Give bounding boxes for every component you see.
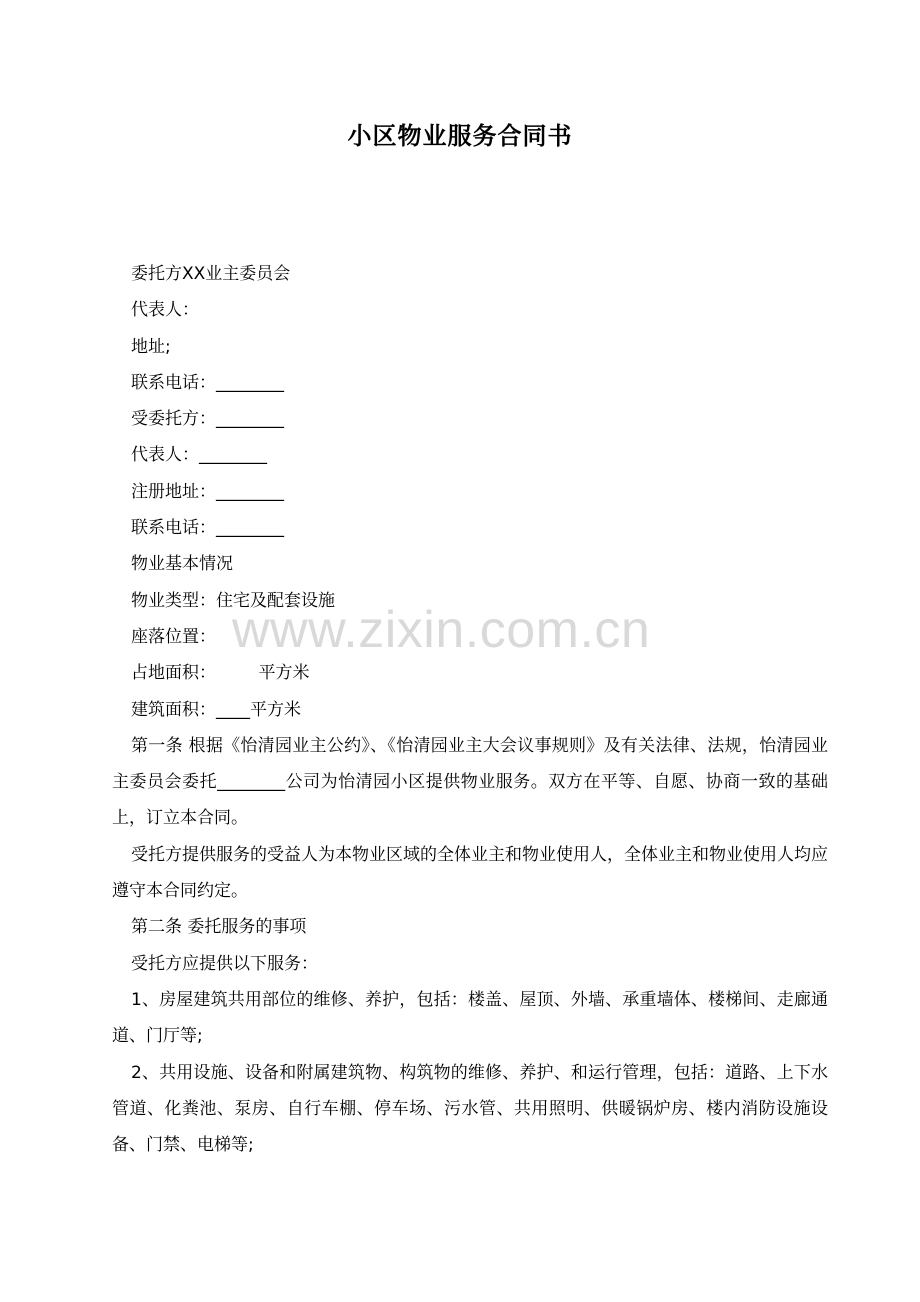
service-item-1: 1、房屋建筑共用部位的维修、养护，包括：楼盖、屋顶、外墙、承重墙体、楼梯间、走廊通道、门厅等; (112, 989, 828, 1047)
service-item-2: 2、共用设施、设备和附属建筑物、构筑物的维修、养护、和运行管理，包括：道路、上下水管道、化粪池、泵房、自行车棚、停车场、污水管、共用照明、供暖锅炉房、楼内消防设施设备、门禁、电梯等; (112, 1062, 828, 1156)
section-property-info: 物业基本情况 (131, 554, 233, 575)
field-client: 委托方XX业主委员会 (131, 264, 291, 284)
field-contractor-representative: 代表人：________ (131, 445, 267, 466)
field-contractor: 受委托方：________ (131, 409, 284, 430)
services-intro: 受托方应提供以下服务： (131, 953, 318, 974)
field-land-area: 占地面积： 平方米 (131, 663, 310, 684)
document-title: 小区物业服务合同书 (347, 122, 573, 150)
field-building-area: 建筑面积：____平方米 (131, 699, 301, 720)
field-client-phone: 联系电话：________ (131, 372, 284, 393)
field-contractor-phone: 联系电话：________ (131, 518, 284, 539)
watermark-text: www.zixin.com.cn (232, 601, 651, 659)
field-client-representative: 代表人： (131, 300, 199, 321)
field-property-type: 物业类型：住宅及配套设施 (131, 590, 335, 611)
beneficiary-paragraph: 受托方提供服务的受益人为本物业区域的全体业主和物业使用人，全体业主和物业使用人均应遵守本合同约定。 (112, 844, 828, 902)
article-2-heading: 第二条 委托服务的事项 (131, 917, 307, 938)
field-location: 座落位置： (131, 626, 216, 647)
field-registered-address: 注册地址：________ (131, 481, 284, 502)
document-body (112, 256, 828, 1163)
article-1-paragraph: 第一条 根据《怡清园业主公约》、《怡清园业主大会议事规则》及有关法律、法规，怡清园业主委员会委托________公司为怡清园小区提供物业服务。双方在平等、自愿、协商一致的基础上，订立本合同。 (112, 735, 828, 829)
field-client-address: 地址; (131, 336, 171, 357)
